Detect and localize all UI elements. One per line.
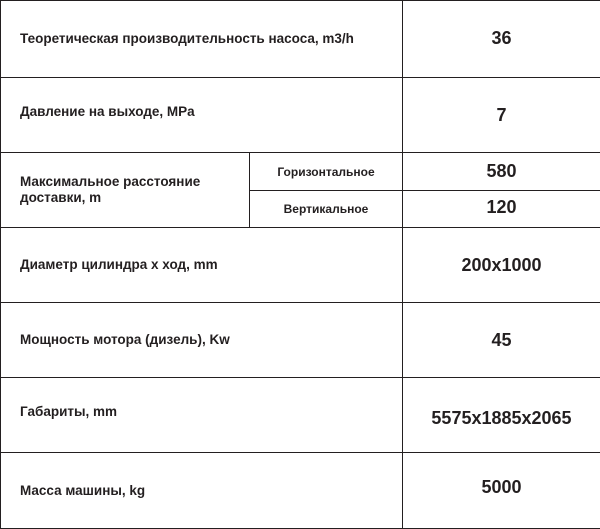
- label-dimensions: Габариты, mm: [20, 404, 118, 419]
- value-vertical: 120: [486, 196, 517, 217]
- value-dimensions: 5575x1885x2065: [431, 407, 572, 428]
- value-pump-capacity: 36: [491, 28, 512, 48]
- label-cylinder-diameter-stroke: Диаметр цилиндра x ход, mm: [20, 257, 218, 272]
- value-motor-power: 45: [491, 329, 512, 350]
- value-horizontal: 580: [486, 161, 517, 181]
- value-cylinder-diameter-stroke: 200x1000: [461, 254, 542, 275]
- value-outlet-pressure: 7: [496, 104, 507, 125]
- label-vertical: Вертикальное: [283, 202, 369, 216]
- label-horizontal: Горизонтальное: [277, 164, 375, 179]
- value-machine-weight: 5000: [481, 477, 522, 497]
- label-machine-weight: Масса машины, kg: [20, 482, 146, 498]
- label-pump-capacity: Теоретическая производительность насоса, m3/h: [20, 30, 354, 46]
- label-outlet-pressure: Давление на выходе, MPa: [20, 104, 195, 119]
- label-motor-power: Мощность мотора (дизель), Kw: [20, 332, 230, 347]
- label-max-delivery-distance: Максимальное расстояние доставки, m: [20, 174, 201, 205]
